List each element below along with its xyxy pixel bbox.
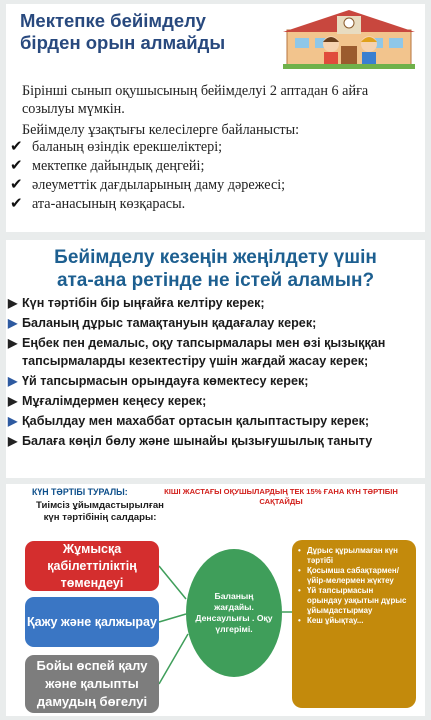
consequence-growth-delay: Бойы өспей қалу және қалыпты дамудың бөгелуі xyxy=(25,655,159,713)
bullet-icon: ▶ xyxy=(8,296,18,310)
list-item: ▶ Үй тапсырмасын орындауға көмектесу керек; xyxy=(8,373,422,391)
list-item: ▶ Баланың дұрыс тамақтануын қадағалау керек; xyxy=(8,315,422,333)
list-item: • Кеш ұйықтау... xyxy=(298,616,364,626)
list-item: • Қосымша сабақтармен/ үйір-мелермен жүктеу xyxy=(298,566,399,585)
causes-list xyxy=(298,546,410,626)
adaptation-title: Мектепке бейімделу бірден орын алмайды xyxy=(20,10,226,53)
list-item: ✔ баланың өзіндік ерекшеліктері; xyxy=(10,139,223,155)
bullet-icon: • xyxy=(298,566,301,576)
list-item: ✔ мектепке дайындық деңгейі; xyxy=(10,158,205,174)
bullet-icon: ▶ xyxy=(8,316,18,331)
check-mark-icon: ✔ xyxy=(10,158,23,174)
bullet-icon: ▶ xyxy=(8,373,18,388)
adaptation-info-panel xyxy=(6,4,425,232)
list-item: ▶ Мұғалімдермен кеңесу керек; xyxy=(8,393,422,411)
adaptation-factors-heading: Бейімделу ұзақтығы келесілерге байланысты: xyxy=(22,122,300,138)
routine-heading: КҮН ТӘРТІБІ ТУРАЛЫ: xyxy=(32,487,128,497)
list-item: ✔ әлеуметтік дағдыларының даму дәрежесі; xyxy=(10,177,286,193)
check-mark-icon: ✔ xyxy=(10,196,23,212)
consequence-work-capacity: Жұмысқа қабілеттіліктің төмендеуі xyxy=(25,541,159,591)
daily-routine-panel xyxy=(6,484,425,716)
bullet-icon: ▶ xyxy=(8,413,18,428)
school-children-illustration-icon xyxy=(279,6,419,70)
connector-line xyxy=(159,566,186,599)
check-mark-icon: ✔ xyxy=(10,139,23,155)
list-item: ✔ ата-анасының көзқарасы. xyxy=(10,196,186,212)
list-item: ▶ Қабылдау мен махаббат ортасын қалыптастыру керек; xyxy=(8,413,422,431)
bullet-icon: ▶ xyxy=(8,434,18,449)
connector-line xyxy=(159,634,188,684)
list-item: • Үй тапсырмасын орындау уақытын дұрыс ұйымдастырмау xyxy=(298,586,407,615)
bullet-icon: ▶ xyxy=(8,393,18,408)
parent-tips-title: Бейімделу кезеңін жеңілдету үшін ата-ана ретінде не істей аламын? xyxy=(54,247,377,291)
bullet-icon: ▶ xyxy=(8,336,18,351)
bullet-icon: • xyxy=(298,616,301,626)
bullet-icon: • xyxy=(298,586,301,596)
consequence-fatigue: Қажу және қалжырау xyxy=(25,597,159,647)
list-item: • Дұрыс құрылмаған күн тәртібі xyxy=(298,546,398,565)
causes-box xyxy=(292,540,416,708)
adaptation-factors-list xyxy=(10,138,285,214)
routine-statistic: КІШІ ЖАСТАҒЫ ОҚУШЫЛАРДЫҢ ТЕК 15% ҒАНА КҮН ТӘРТІБІН САҚТАЙДЫ xyxy=(164,487,398,506)
consequences-caption: Тиімсіз ұйымдастырылған күн тәртібінің салдары: xyxy=(36,500,164,523)
parent-tips-list xyxy=(8,295,422,453)
connector-line xyxy=(159,614,186,622)
child-condition-circle: Баланың жағдайы. Денсаулығы . Оқу үлгерімі. xyxy=(186,549,282,677)
bullet-icon: • xyxy=(298,546,301,555)
adaptation-intro-text: Бірінші сынып оқушысының бейімделуі 2 аптадан 6 айға созылуы мүмкін. xyxy=(22,83,369,117)
list-item: ▶ Күн тәртібін бір ыңғайға келтіру керек; xyxy=(8,295,422,313)
list-item: ▶ Еңбек пен демалыс, оқу тапсырмалары мен өзі қызыққан тапсырмаларды кезектестіру үшін жағдай жасау керек; xyxy=(8,335,422,370)
check-mark-icon: ✔ xyxy=(10,177,23,193)
parent-tips-panel xyxy=(6,240,425,478)
list-item: ▶ Балаға көңіл бөлу және шынайы қызығушылық таныту xyxy=(8,433,422,451)
